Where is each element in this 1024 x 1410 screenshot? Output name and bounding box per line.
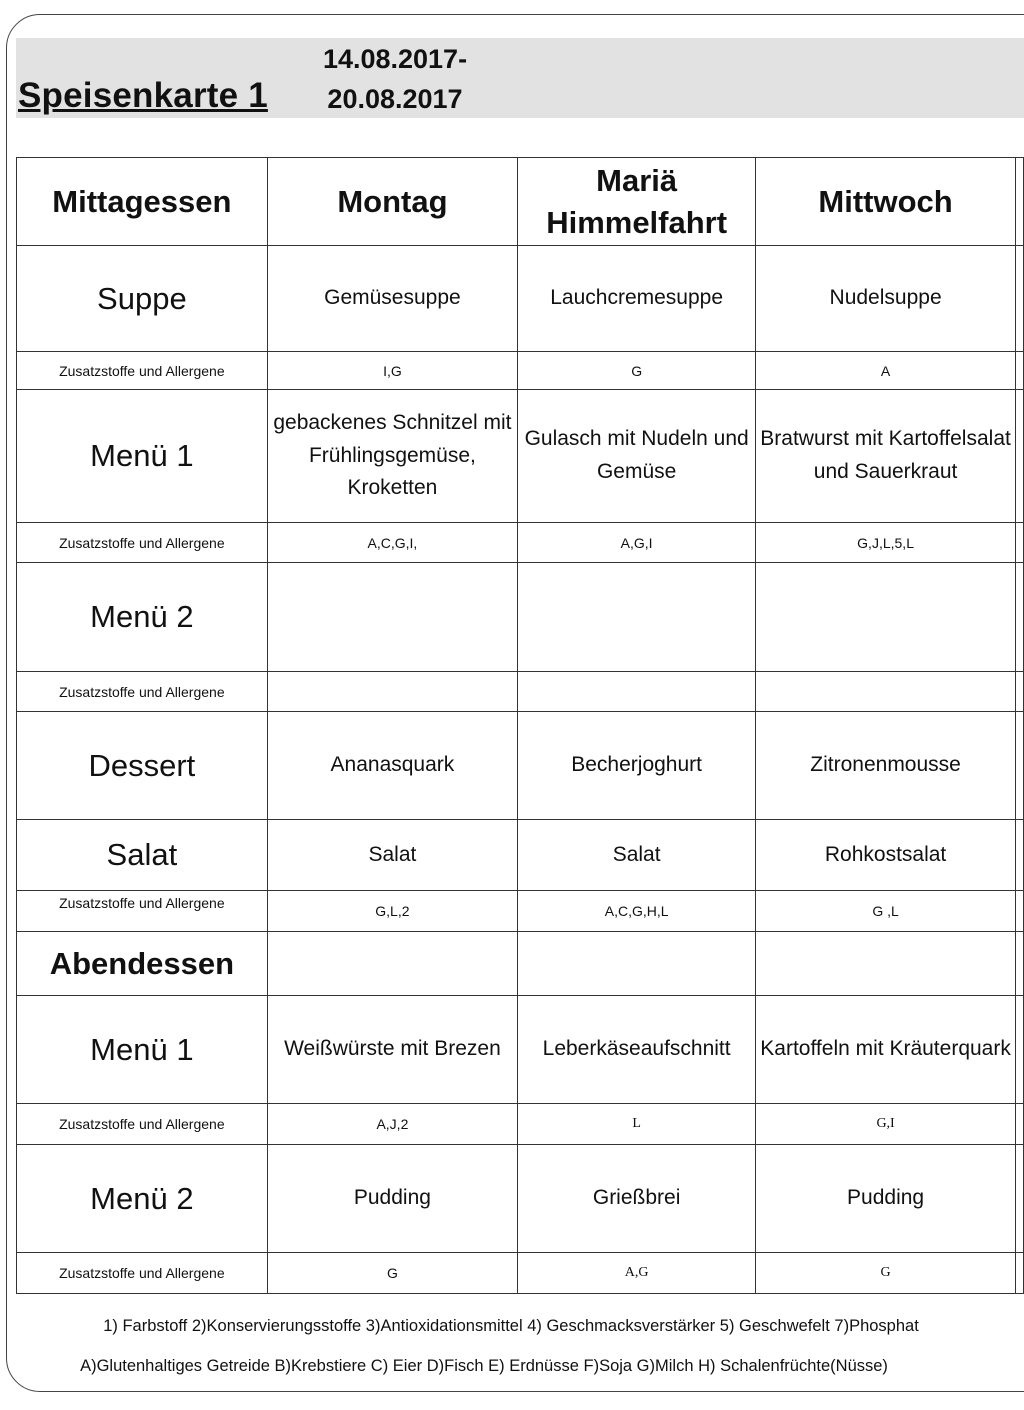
table-edge	[1015, 672, 1023, 712]
dish-cell: Ananasquark	[267, 712, 517, 820]
empty-cell	[518, 932, 756, 996]
date-start: 14.08.2017-	[322, 44, 468, 74]
dish-cell: Salat	[518, 820, 756, 891]
dish-cell	[756, 563, 1016, 672]
allergen-cell: A,J,2	[267, 1104, 517, 1145]
row-abendessen	[17, 932, 1024, 996]
allergen-cell: G ,L	[756, 891, 1016, 932]
allergen-cell: G	[518, 352, 756, 390]
table-edge	[1015, 891, 1023, 932]
allergen-row-menu1-dinner	[17, 1104, 1024, 1145]
row-menu1-dinner	[17, 996, 1024, 1104]
row-dessert	[17, 712, 1024, 820]
dish-cell: Pudding	[756, 1145, 1016, 1253]
column-header-day1: Montag	[267, 158, 517, 246]
row-label-suppe: Suppe	[17, 246, 268, 352]
row-menu1-lunch	[17, 390, 1024, 523]
row-label-menu2-dinner: Menü 2	[17, 1145, 268, 1253]
dish-cell: Rohkostsalat	[756, 820, 1016, 891]
table-edge	[1015, 158, 1023, 246]
allergen-row-suppe	[17, 352, 1024, 390]
allergen-label: Zusatzstoffe und Allergene	[17, 672, 268, 712]
row-label-menu2: Menü 2	[17, 563, 268, 672]
section-heading-abendessen: Abendessen	[17, 932, 268, 996]
allergen-label: Zusatzstoffe und Allergene	[17, 1253, 268, 1294]
column-header-day3: Mittwoch	[756, 158, 1016, 246]
row-salat	[17, 820, 1024, 891]
date-end: 20.08.2017	[327, 84, 463, 114]
dish-cell: Zitronenmousse	[756, 712, 1016, 820]
dish-cell: Nudelsuppe	[756, 246, 1016, 352]
table-edge	[1015, 246, 1023, 352]
allergen-cell: G,J,L,5,L	[756, 523, 1016, 563]
allergen-cell: I,G	[267, 352, 517, 390]
row-menu2-dinner	[17, 1145, 1024, 1253]
empty-cell	[267, 932, 517, 996]
allergen-cell: G	[756, 1253, 1016, 1294]
allergen-row-menu1	[17, 523, 1024, 563]
dish-cell	[518, 563, 756, 672]
table-edge	[1015, 1145, 1023, 1253]
dish-cell: Becherjoghurt	[518, 712, 756, 820]
table-edge	[1015, 563, 1023, 672]
dish-cell: Salat	[267, 820, 517, 891]
row-menu2-lunch	[17, 563, 1024, 672]
row-label-salat: Salat	[17, 820, 268, 891]
menu-table	[16, 157, 1024, 1294]
dish-cell: Pudding	[267, 1145, 517, 1253]
dish-cell: Lauchcremesuppe	[518, 246, 756, 352]
legend-additives: 1) Farbstoff 2)Konservierungsstoffe 3)Antioxidationsmittel 4) Geschmacksverstärker 5) Geschwefelt 7)Phosphat	[103, 1317, 919, 1335]
allergen-cell: A,C,G,I,	[267, 523, 517, 563]
dish-cell: Grießbrei	[518, 1145, 756, 1253]
row-label-menu1-dinner: Menü 1	[17, 996, 268, 1104]
allergen-cell: A,G,I	[518, 523, 756, 563]
allergen-row-menu2	[17, 672, 1024, 712]
table-edge	[1015, 1253, 1023, 1294]
dish-cell: Gemüsesuppe	[267, 246, 517, 352]
allergen-cell: L	[518, 1104, 756, 1145]
table-edge	[1015, 523, 1023, 563]
table-edge	[1015, 352, 1023, 390]
allergen-label: Zusatzstoffe und Allergene	[17, 352, 268, 390]
table-edge	[1015, 820, 1023, 891]
table-edge	[1015, 712, 1023, 820]
allergen-cell	[267, 672, 517, 712]
allergen-cell: G,L,2	[267, 891, 517, 932]
dish-cell: Leberkäseaufschnitt	[518, 996, 756, 1104]
allergen-row-menu2-dinner	[17, 1253, 1024, 1294]
allergen-cell: A,C,G,H,L	[518, 891, 756, 932]
allergen-cell: G	[267, 1253, 517, 1294]
allergen-cell	[518, 672, 756, 712]
dish-cell: Weißwürste mit Brezen	[267, 996, 517, 1104]
allergen-cell: A	[756, 352, 1016, 390]
table-edge	[1015, 996, 1023, 1104]
page-title: Speisenkarte 1	[18, 76, 268, 115]
column-header-meal: Mittagessen	[17, 158, 268, 246]
allergen-cell: A,G	[518, 1253, 756, 1294]
row-label-menu1: Menü 1	[17, 390, 268, 523]
table-edge	[1015, 1104, 1023, 1145]
allergen-cell	[756, 672, 1016, 712]
allergen-label: Zusatzstoffe und Allergene	[17, 891, 268, 932]
dish-cell: Bratwurst mit Kartoffelsalat und Sauerkraut	[756, 390, 1016, 523]
row-label-dessert: Dessert	[17, 712, 268, 820]
allergen-cell: G,I	[756, 1104, 1016, 1145]
table-edge	[1015, 390, 1023, 523]
dish-cell: Kartoffeln mit Kräuterquark	[756, 996, 1016, 1104]
row-suppe	[17, 246, 1024, 352]
dish-cell: Gulasch mit Nudeln und Gemüse	[518, 390, 756, 523]
dish-cell: gebackenes Schnitzel mit Frühlingsgemüse, Kroketten	[267, 390, 517, 523]
column-header-day2: Mariä Himmelfahrt	[518, 158, 756, 246]
table-edge	[1015, 932, 1023, 996]
allergen-label: Zusatzstoffe und Allergene	[17, 1104, 268, 1145]
allergen-label: Zusatzstoffe und Allergene	[17, 523, 268, 563]
legend-allergens: A)Glutenhaltiges Getreide B)Krebstiere C) Eier D)Fisch E) Erdnüsse F)Soja G)Milch H) Schalenfrüchte(Nüsse)	[80, 1357, 888, 1375]
dish-cell	[267, 563, 517, 672]
empty-cell	[756, 932, 1016, 996]
header-row	[17, 158, 1024, 246]
allergen-row-salat	[17, 891, 1024, 932]
